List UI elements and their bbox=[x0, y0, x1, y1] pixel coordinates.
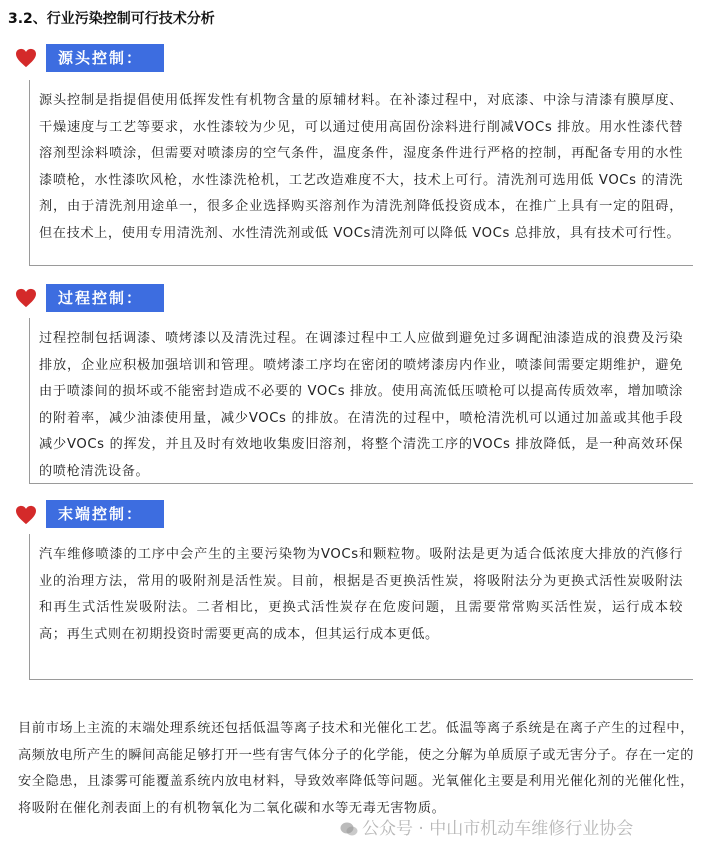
end-control-tag: 末端控制： bbox=[46, 500, 164, 528]
footer-paragraph: 目前市场上主流的末端处理系统还包括低温等离子技术和光催化工艺。低温等离子系统是在离子产生的过程中，高频放电所产生的瞬间高能足够打开一些有害气体分子的化学能，使之分解为单质原子或无害分子。存在一定的安全隐患，且漆雾可能覆盖系统内放电材料，导致效率降低等问题。光氧催化主要是利用光催化剂的光催化性，将吸附在催化剂表面上的有机物氧化为二氧化碳和水等无毒无害物质。 bbox=[18, 721, 694, 816]
end-control-text: 汽车维修喷漆的工序中会产生的主要污染物为VOCs和颗粒物。吸附法是更为适合低浓度大排放的汽修行业的治理方法，常用的吸附剂是活性炭。目前，根据是否更换活性炭，将吸附法分为更换式活性炭吸附法和再生式活性炭吸附法。二者相比，更换式活性炭存在危废问题，且需要常常购买活性炭，运行成本较高；再生式则在初期投资时需要更高的成本，但其运行成本更低。 bbox=[39, 547, 683, 642]
process-control-box bbox=[29, 318, 693, 484]
watermark bbox=[340, 814, 633, 839]
heart-icon bbox=[15, 288, 37, 308]
process-control-tag: 过程控制： bbox=[46, 284, 164, 312]
wechat-icon bbox=[340, 821, 358, 837]
heart-icon bbox=[15, 48, 37, 68]
source-control-box bbox=[29, 80, 693, 266]
watermark-text: 公众号 · 中山市机动车维修行业协会 bbox=[362, 819, 634, 839]
section-heading: 3.2、行业污染控制可行技术分析 bbox=[8, 11, 215, 27]
end-control-box bbox=[29, 534, 693, 680]
heart-icon bbox=[15, 505, 37, 525]
source-control-text: 源头控制是指提倡使用低挥发性有机物含量的原辅材料。在补漆过程中，对底漆、中涂与清漆有膜厚度、干燥速度与工艺等要求，水性漆较为少见，可以通过使用高固份涂料进行削减VOCs 排放。用水性漆代替溶剂型涂料喷涂，但需要对喷漆房的空气条件，温度条件，湿度条件进行严格的控制，再配备专用的水性漆喷枪，水性漆吹风枪，水性漆洗枪机，工艺改造难度不大，技术上可行。清洗剂可选用低 VOCs 的清洗剂，由于清洗剂用途单一，很多企业选择购买溶剂作为清洗剂降低投资成本，在推广上具有一定的阻碍，但在技术上，使用专用清洗剂、水性清洗剂或低 VOCs清洗剂可以降低 VOCs 总排放，具有技术可行性。 bbox=[39, 93, 683, 241]
process-control-text: 过程控制包括调漆、喷烤漆以及清洗过程。在调漆过程中工人应做到避免过多调配油漆造成的浪费及污染排放，企业应积极加强培训和管理。喷烤漆工序均在密闭的喷烤漆房内作业，喷漆间需要定期维护，避免由于喷漆间的损坏或不能密封造成不必要的 VOCs 排放。使用高流低压喷枪可以提高传质效率，增加喷涂的附着率，减少油漆使用量，减少VOCs 的排放。在清洗的过程中，喷枪清洗机可以通过加盖或其他手段减少VOCs 的挥发，并且及时有效地收集废旧溶剂，将整个清洗工序的VOCs 排放降低，是一种高效环保的喷枪清洗设备。 bbox=[39, 331, 683, 479]
source-control-tag: 源头控制： bbox=[46, 44, 164, 72]
